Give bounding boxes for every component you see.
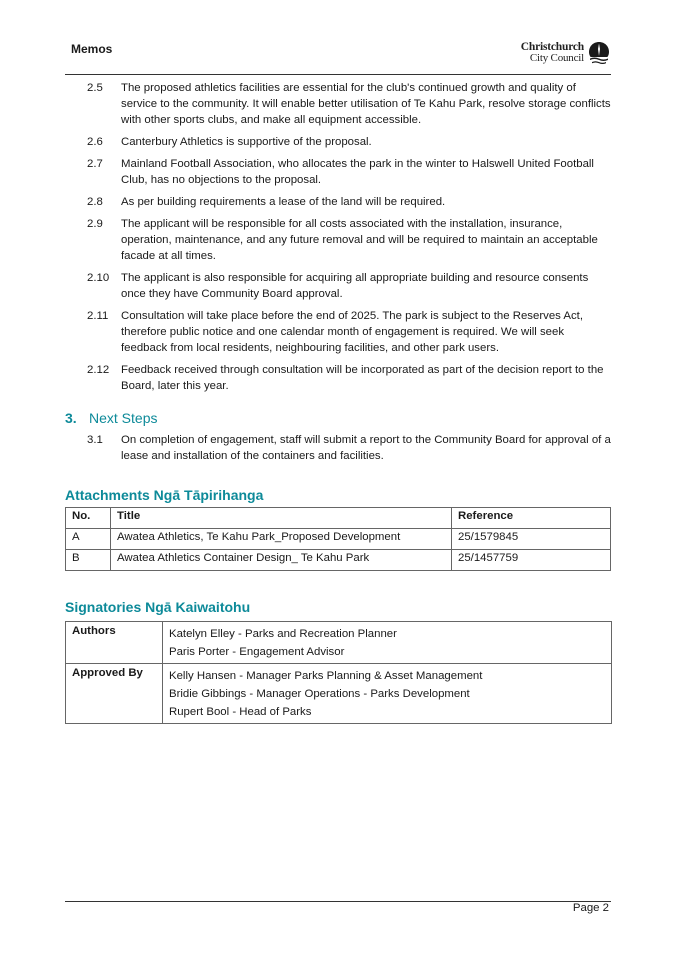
paragraph-text: The applicant is also responsible for acquiring all appropriate building and resource consents once they have Community Board approval. xyxy=(121,272,589,300)
page-number: Page 2 xyxy=(572,902,609,914)
signatory-name: Bridie Gibbings - Manager Operations - Parks Development xyxy=(169,688,470,700)
paragraph-number: 2.11 xyxy=(87,310,109,322)
paragraph-item xyxy=(87,134,612,150)
paragraph-text: The applicant will be responsible for all costs associated with the installation, insurance, operation, maintenance, and any future removal and will be required to maintain an acceptable facade at all times. xyxy=(121,218,598,262)
table-cell: B xyxy=(66,550,111,571)
paragraph-text: The proposed athletics facilities are essential for the club's continued growth and quality of service to the community. It will enable better utilisation of Te Kahu Park, resolve storage conflicts with other sports clubs, and make all equipment accessible. xyxy=(121,82,611,126)
signatory-name: Kelly Hansen - Manager Parks Planning & Asset Management xyxy=(169,670,483,682)
paragraph-number: 2.12 xyxy=(87,364,110,376)
paragraph-number: 2.9 xyxy=(87,218,103,230)
signatory-names xyxy=(163,622,612,664)
next-steps-list xyxy=(87,432,612,470)
table-cell: A xyxy=(66,529,111,550)
paragraph-text: Feedback received through consultation will be incorporated as part of the decision report to the Board, later this year. xyxy=(121,364,604,392)
header-title: Memos xyxy=(71,42,113,56)
next-steps-heading xyxy=(65,410,157,426)
paragraph-number: 3.1 xyxy=(87,434,103,446)
paragraph-item xyxy=(87,156,612,188)
paragraph-text: Mainland Football Association, who allocates the park in the winter to Halswell United Football Club, has no objections to the proposal. xyxy=(121,158,594,186)
table-row xyxy=(66,529,611,550)
paragraph-item xyxy=(87,216,612,264)
paragraph-item xyxy=(87,80,612,128)
paragraph-item xyxy=(87,362,612,394)
column-header: Reference xyxy=(452,508,611,529)
paragraph-number: 2.7 xyxy=(87,158,103,170)
christchurch-emblem-icon xyxy=(587,41,611,65)
column-header: No. xyxy=(66,508,111,529)
section-title: Next Steps xyxy=(89,410,158,426)
table-row xyxy=(66,622,612,664)
paragraph-item xyxy=(87,270,612,302)
table-header-row xyxy=(66,508,611,529)
paragraph-text: Consultation will take place before the end of 2025. The park is subject to the Reserves Act, therefore public notice and one calendar month of engagement is required. We will seek feedback from local residents, neighbouring facilities, and other park users. xyxy=(121,310,584,354)
signatory-role: Authors xyxy=(66,622,163,664)
paragraph-text: On completion of engagement, staff will submit a report to the Community Board for approval of a lease and installation of the containers and facilities. xyxy=(121,434,611,462)
signatory-name: Katelyn Elley - Parks and Recreation Planner xyxy=(169,628,397,640)
numbered-paragraphs xyxy=(87,80,612,400)
table-cell: 25/1579845 xyxy=(452,529,611,550)
paragraph-text: As per building requirements a lease of the land will be required. xyxy=(121,196,446,208)
signatory-name: Paris Porter - Engagement Advisor xyxy=(169,646,345,658)
logo-line-1: Christchurch xyxy=(520,41,584,53)
signatory-role: Approved By xyxy=(66,664,163,724)
signatory-names xyxy=(163,664,612,724)
table-row xyxy=(66,664,612,724)
page-header xyxy=(65,38,611,75)
paragraph-number: 2.6 xyxy=(87,136,103,148)
paragraph-item xyxy=(87,432,612,464)
attachments-heading: Attachments Ngā Tāpirihanga xyxy=(65,487,264,503)
signatories-heading: Signatories Ngā Kaiwaitohu xyxy=(65,599,251,615)
council-logo xyxy=(521,40,611,66)
signatories-table xyxy=(65,621,612,724)
paragraph-number: 2.5 xyxy=(87,82,103,94)
section-number: 3. xyxy=(65,410,77,426)
attachments-table xyxy=(65,507,611,571)
table-cell: 25/1457759 xyxy=(452,550,611,571)
column-header: Title xyxy=(111,508,452,529)
paragraph-item xyxy=(87,194,612,210)
paragraph-number: 2.10 xyxy=(87,272,110,284)
paragraph-text: Canterbury Athletics is supportive of the proposal. xyxy=(121,136,372,148)
table-cell: Awatea Athletics, Te Kahu Park_Proposed Development xyxy=(111,529,452,550)
table-cell: Awatea Athletics Container Design_ Te Kahu Park xyxy=(111,550,452,571)
signatory-name: Rupert Bool - Head of Parks xyxy=(169,706,312,718)
table-row xyxy=(66,550,611,571)
paragraph-number: 2.8 xyxy=(87,196,103,208)
logo-line-2: City Council xyxy=(529,52,584,64)
paragraph-item xyxy=(87,308,612,356)
page-footer xyxy=(65,901,611,914)
